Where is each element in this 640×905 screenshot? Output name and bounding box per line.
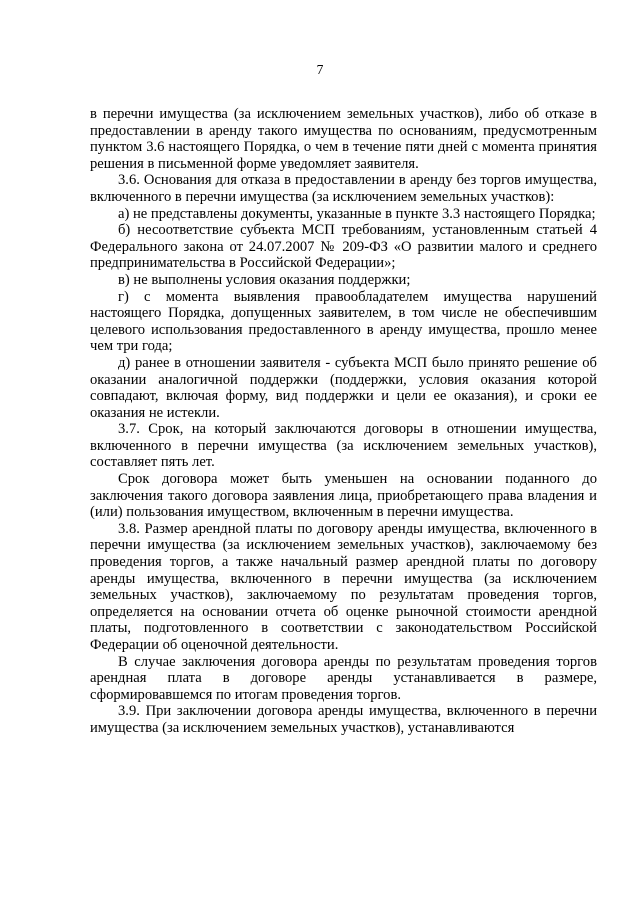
page-number: 7 xyxy=(316,62,324,77)
paragraph-continuation: в перечни имущества (за исключением земельных участков), либо об отказе в предоставлении в аренду такого имущества по основаниям, предусмотренным пунктом 3.6 настоящего Порядка, о чем в течение пяти дней с момента принятия решения в письменной форме уведомляет заявителя. xyxy=(90,106,597,172)
paragraph-term: Срок договора может быть уменьшен на основании поданного до заключения такого договора заявления лица, приобретающего права владения и (или) пользования имуществом, включенным в перечни имущества. xyxy=(90,471,597,521)
list-item-b: б) несоответствие субъекта МСП требованиям, установленным статьей 4 Федерального закона от 24.07.2007 № 209-ФЗ «О развитии малого и среднего предпринимательства в Российской Федерации»; xyxy=(90,222,597,272)
paragraph-3-9: 3.9. При заключении договора аренды имущества, включенного в перечни имущества (за исключением земельных участков), устанавливаются xyxy=(90,703,597,736)
paragraph-3-6: 3.6. Основания для отказа в предоставлении в аренду без торгов имущества, включенного в перечни имущества (за исключением земельных участков): xyxy=(90,172,597,205)
document-body xyxy=(90,106,597,737)
list-item-a: а) не представлены документы, указанные в пункте 3.3 настоящего Порядка; xyxy=(118,205,596,222)
list-item-d: д) ранее в отношении заявителя - субъекта МСП было принято решение об оказании аналогичной поддержки (поддержки, условия оказания которой совпадают, включая форму, вид поддержки и цели ее оказания), и сроки ее оказания не истекли. xyxy=(90,354,597,421)
list-item-v: в) не выполнены условия оказания поддержки; xyxy=(118,271,411,288)
paragraph-3-7: 3.7. Срок, на который заключаются договоры в отношении имущества, включенного в перечни имущества (за исключением земельных участков), составляет пять лет. xyxy=(90,421,597,471)
list-item-g: г) с момента выявления правообладателем имущества нарушений настоящего Порядка, допущенных заявителем, в том числе не обеспечившим целевого использования предоставленного в аренду имущества, прошло менее чем три года; xyxy=(90,288,597,355)
paragraph-auction: В случае заключения договора аренды по результатам проведения торгов арендная плата в договоре аренды устанавливается в размере, сформировавшемся по итогам проведения торгов. xyxy=(90,653,597,703)
paragraph-3-8: 3.8. Размер арендной платы по договору аренды имущества, включенного в перечни имущества (за исключением земельных участков), заключаемому без проведения торгов, а также начальный размер арендной платы по договору аренды имущества, включенного в перечни имущества (за исключением земельных участков), заключаемому по результатам проведения торгов, определяется на основании отчета об оценке рыночной стоимости арендной платы, подготовленного в соответствии с законодательством Российской Федерации об оценочной деятельности. xyxy=(90,520,597,653)
